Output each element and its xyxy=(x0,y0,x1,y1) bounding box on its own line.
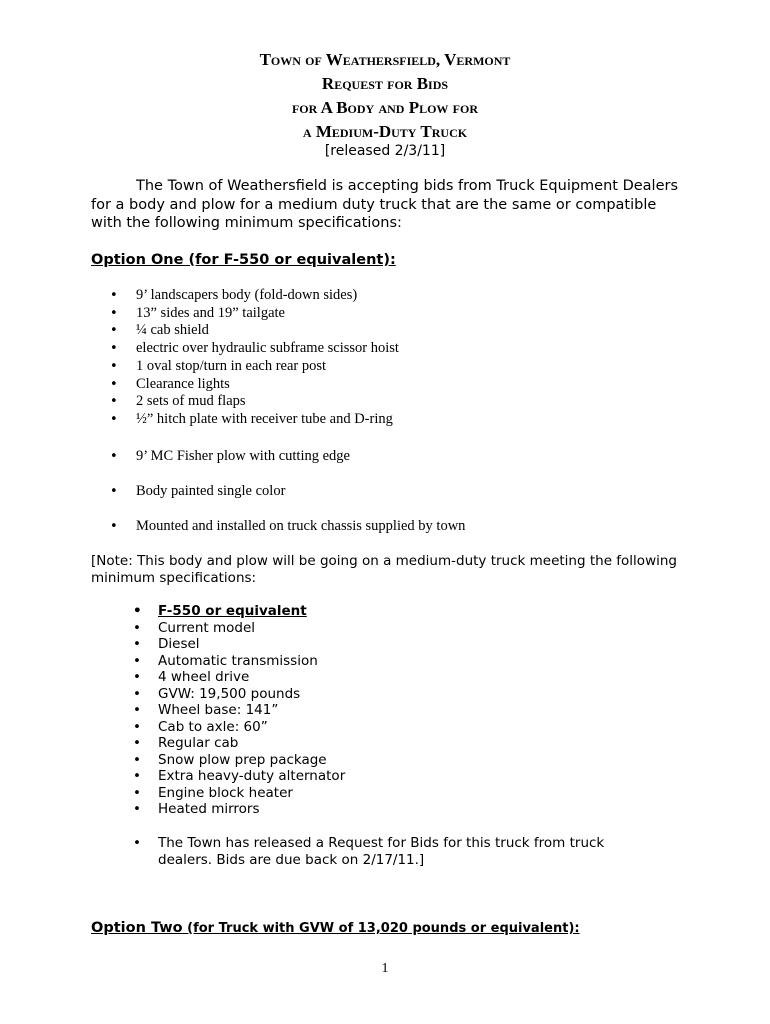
intro-paragraph xyxy=(91,177,681,233)
truck-spec-list xyxy=(133,603,345,818)
list-item: • Automatic transmission xyxy=(133,653,345,670)
list-item: • GVW: 19,500 pounds xyxy=(133,686,345,703)
list-item: • Body painted single color xyxy=(110,483,285,501)
list-item: • Diesel xyxy=(133,636,345,653)
title-line-3: for A Body and Plow for xyxy=(291,98,479,117)
list-item: • The Town has released a Request for Bids for this truck from truck dealers. Bids are due back on 2/17/11.] xyxy=(133,835,653,868)
mount-list xyxy=(110,518,465,536)
title-line-4: a Medium-Duty Truck xyxy=(302,122,468,141)
note-paragraph: [Note: This body and plow will be going on a medium-duty truck meeting the following minimum specifications: xyxy=(91,553,677,586)
release-date: [released 2/3/11] xyxy=(324,143,446,159)
list-item: • ½” hitch plate with receiver tube and D-ring xyxy=(110,411,399,429)
option-one-heading: Option One (for F-550 or equivalent): xyxy=(91,252,396,268)
paint-list xyxy=(110,483,285,501)
option-two-heading-main: Option Two xyxy=(91,920,183,936)
plow-list xyxy=(110,448,350,466)
list-item: • Snow plow prep package xyxy=(133,752,345,769)
list-item: • ¼ cab shield xyxy=(110,322,399,340)
title-line-2: Request for Bids xyxy=(321,74,449,93)
list-item: • Regular cab xyxy=(133,735,345,752)
list-item: • F-550 or equivalent xyxy=(133,603,345,620)
list-item: • Extra heavy-duty alternator xyxy=(133,768,345,785)
list-item: • electric over hydraulic subframe scissor hoist xyxy=(110,340,399,358)
town-release-list xyxy=(133,835,653,868)
list-item: • 2 sets of mud flaps xyxy=(110,393,399,411)
list-item: • Cab to axle: 60” xyxy=(133,719,345,736)
title-line-1: Town of Weathersfield, Vermont xyxy=(259,50,511,69)
list-item: • Clearance lights xyxy=(110,376,399,394)
option-two-heading-detail: (for Truck with GVW of 13,020 pounds or equivalent): xyxy=(182,921,580,936)
page-number: 1 xyxy=(381,961,389,976)
option-two-heading xyxy=(91,919,580,938)
list-item: • 9’ MC Fisher plow with cutting edge xyxy=(110,448,350,466)
list-item: • Mounted and installed on truck chassis supplied by town xyxy=(110,518,465,536)
list-item: • 1 oval stop/turn in each rear post xyxy=(110,358,399,376)
list-item: • Wheel base: 141” xyxy=(133,702,345,719)
list-item: • Engine block heater xyxy=(133,785,345,802)
document-title xyxy=(0,48,770,160)
list-item: • 4 wheel drive xyxy=(133,669,345,686)
option-one-list xyxy=(110,287,399,429)
intro-text: The Town of Weathersfield is accepting bids from Truck Equipment Dealers for a body and plow for a medium duty truck that are the same or compatible with the following minimum specifications: xyxy=(91,178,679,231)
list-item: • Current model xyxy=(133,620,345,637)
list-item: • 13” sides and 19” tailgate xyxy=(110,305,399,323)
list-item: • Heated mirrors xyxy=(133,801,345,818)
list-item: • 9’ landscapers body (fold-down sides) xyxy=(110,287,399,305)
